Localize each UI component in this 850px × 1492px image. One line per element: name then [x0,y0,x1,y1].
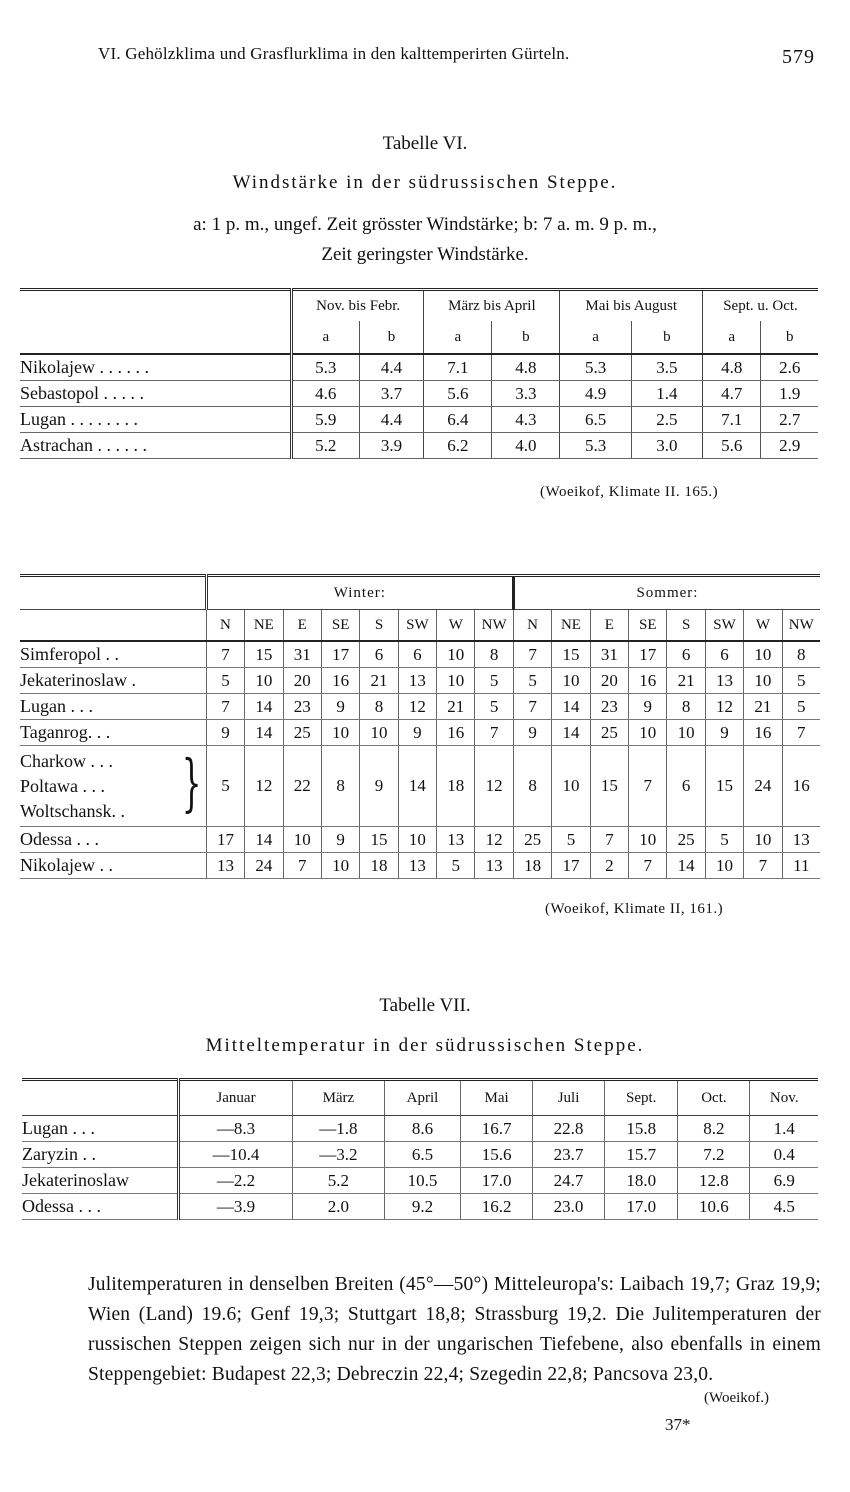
value-cell: 5.3 [292,354,360,381]
winter-value: 9 [206,720,244,746]
winter-value: 10 [360,720,398,746]
winter-value: 10 [245,668,283,694]
group-header: Mai bis August [560,290,703,322]
table-row [20,694,820,720]
direction-header: N [206,610,244,642]
winter-value: 13 [206,853,244,879]
winter-value: 14 [245,694,283,720]
winter-value: 8 [321,746,359,827]
summer-value: 16 [782,746,820,827]
winter-value: 15 [245,641,283,668]
winter-value: 14 [245,827,283,853]
winter-value: 6 [360,641,398,668]
winter-value: 21 [437,694,475,720]
summer-value: 31 [590,641,628,668]
winter-value: 5 [437,853,475,879]
direction-header: N [513,610,551,642]
group-header: Sept. u. Oct. [703,290,819,322]
grouped-station-names [20,746,206,827]
winter-value: 21 [360,668,398,694]
station-name: Odessa . . . [22,1194,179,1220]
winter-value: 14 [398,746,436,827]
value-cell: 6.2 [424,433,492,459]
summer-value: 6 [667,641,705,668]
value-cell: 7.1 [424,354,492,381]
month-header: März [293,1080,385,1116]
summer-value: 10 [744,668,782,694]
summer-value: 15 [705,746,743,827]
winter-value: 9 [321,694,359,720]
winter-value: 5 [206,746,244,827]
temperature-body [22,1116,818,1220]
winter-value: 20 [283,668,321,694]
temperature-value: 7.2 [678,1142,750,1168]
direction-header: S [667,610,705,642]
temperature-value: 12.8 [678,1168,750,1194]
station-name: Sebastopol . . . . . [20,381,292,407]
summer-value: 18 [513,853,551,879]
winter-value: 8 [475,641,513,668]
temperature-value: 16.7 [461,1116,533,1142]
summer-value: 10 [744,641,782,668]
summer-value: 16 [744,720,782,746]
temperature-value: 8.2 [678,1116,750,1142]
summer-value: 25 [667,827,705,853]
month-header: Mai [461,1080,533,1116]
summer-value: 12 [705,694,743,720]
temperature-value: —3.9 [179,1194,293,1220]
winter-value: 5 [475,668,513,694]
brace-mark: } [182,746,202,819]
table-row [22,1194,818,1220]
winter-value: 7 [206,694,244,720]
direction-header: W [744,610,782,642]
value-cell: 6.4 [424,407,492,433]
winter-value: 12 [398,694,436,720]
station-name: Astrachan . . . . . . [20,433,292,459]
table6-source: (Woeikof, Klimate II. 165.) [540,484,719,500]
station-name: Nikolajew . . [20,853,206,879]
summer-value: 5 [552,827,590,853]
value-cell: 3.9 [359,433,424,459]
value-cell: 4.4 [359,354,424,381]
table-row [20,407,818,433]
summer-value: 10 [744,827,782,853]
summer-value: 17 [552,853,590,879]
summer-value: 7 [744,853,782,879]
direction-header-row [20,610,820,642]
table-row [22,1168,818,1194]
winter-value: 13 [398,853,436,879]
mean-temperature-table [22,1078,818,1220]
winter-value: 9 [398,720,436,746]
value-cell: 4.0 [492,433,560,459]
sub-header: b [631,321,702,354]
summer-value: 13 [705,668,743,694]
wind-strength-table [20,288,818,459]
summer-value: 5 [782,668,820,694]
temperature-value: 0.4 [750,1142,818,1168]
station-name: Poltawa . . . [20,775,105,796]
table6-description-line2: Zeit geringster Windstärke. [321,244,529,265]
summer-value: 8 [782,641,820,668]
winter-value: 7 [283,853,321,879]
temperature-value: 8.6 [384,1116,460,1142]
summer-value: 21 [744,694,782,720]
table-row [20,433,818,459]
temperature-value: 23.0 [533,1194,605,1220]
temperature-value: 5.2 [293,1168,385,1194]
summer-value: 7 [590,827,628,853]
winter-value: 31 [283,641,321,668]
direction-header: W [437,610,475,642]
winter-value: 10 [321,853,359,879]
paragraph-source: (Woeikof.) [704,1390,770,1406]
table-row [20,641,820,668]
group-header: März bis April [424,290,560,322]
month-header-row [22,1080,818,1116]
direction-header: SE [321,610,359,642]
grouped-row [20,746,820,827]
direction-header: NW [782,610,820,642]
winter-value: 10 [437,641,475,668]
winter-value: 18 [360,853,398,879]
winter-value: 24 [245,853,283,879]
winter-value: 17 [321,641,359,668]
wind-direction-body [20,641,820,879]
direction-header: NE [245,610,283,642]
value-cell: 4.9 [560,381,631,407]
running-title: VI. Gehölzklima und Grasflurklima in den kalttemperirten Gürteln. [98,44,570,63]
winter-value: 18 [437,746,475,827]
summer-value: 21 [667,668,705,694]
wind-direction-table [20,574,820,879]
summer-value: 10 [629,720,667,746]
table-row [20,668,820,694]
winter-value: 16 [321,668,359,694]
station-name: Nikolajew . . . . . . [20,354,292,381]
winter-value: 10 [437,668,475,694]
winter-value: 22 [283,746,321,827]
sub-header: b [492,321,560,354]
summer-value: 7 [513,694,551,720]
table7-title: Tabelle VII. [379,995,471,1016]
value-cell: 5.2 [292,433,360,459]
winter-value: 10 [398,827,436,853]
direction-header: SW [705,610,743,642]
summer-value: 14 [552,720,590,746]
summer-value: 24 [744,746,782,827]
temperature-value: 10.6 [678,1194,750,1220]
summer-value: 8 [513,746,551,827]
temperature-value: 15.8 [605,1116,678,1142]
corner-cell [20,610,206,642]
winter-value: 15 [360,827,398,853]
winter-value: 13 [398,668,436,694]
table-row [20,827,820,853]
direction-header: SW [398,610,436,642]
winter-value: 9 [321,827,359,853]
station-name: Woltschansk. . [20,800,126,821]
winter-value: 25 [283,720,321,746]
winter-value: 13 [437,827,475,853]
station-name: Lugan . . . [20,694,206,720]
winter-value: 7 [206,641,244,668]
temperature-value: 24.7 [533,1168,605,1194]
table6-description-line1: a: 1 p. m., ungef. Zeit grösster Windstärke; b: 7 a. m. 9 p. m., [193,214,657,235]
temperature-value: —3.2 [293,1142,385,1168]
station-name: Odessa . . . [20,827,206,853]
temperature-value: 9.2 [384,1194,460,1220]
value-cell: 2.5 [631,407,702,433]
temperature-value: 6.9 [750,1168,818,1194]
wind-direction-source: (Woeikof, Klimate II, 161.) [545,901,724,917]
summer-value: 23 [590,694,628,720]
temperature-value: 17.0 [605,1194,678,1220]
summer-value: 6 [667,746,705,827]
value-cell: 4.3 [492,407,560,433]
direction-header: E [283,610,321,642]
winter-value: 23 [283,694,321,720]
summer-value: 9 [513,720,551,746]
corner-cell [22,1080,179,1116]
summer-value: 10 [667,720,705,746]
signature-mark: 37* [665,1415,691,1434]
value-cell: 5.3 [560,433,631,459]
direction-header: E [590,610,628,642]
value-cell: 4.8 [703,354,761,381]
sub-header: a [560,321,631,354]
winter-value: 5 [475,694,513,720]
direction-header: NE [552,610,590,642]
station-name: Taganrog. . . [20,720,206,746]
value-cell: 4.6 [292,381,360,407]
table6-subtitle: Windstärke in der südrussischen Steppe. [232,172,618,193]
temperature-value: —10.4 [179,1142,293,1168]
winter-value: 7 [475,720,513,746]
station-name: Simferopol . . [20,641,206,668]
summer-value: 16 [629,668,667,694]
summer-value: 8 [667,694,705,720]
station-name: Lugan . . . [22,1116,179,1142]
winter-value: 17 [206,827,244,853]
value-cell: 3.0 [631,433,702,459]
direction-header: NW [475,610,513,642]
value-cell: 4.4 [359,407,424,433]
sub-header: a [703,321,761,354]
month-header: Nov. [750,1080,818,1116]
corner-cell [20,290,292,322]
winter-value: 8 [360,694,398,720]
winter-value: 5 [206,668,244,694]
temperature-value: —8.3 [179,1116,293,1142]
summer-value: 5 [513,668,551,694]
summer-value: 15 [590,746,628,827]
winter-value: 12 [475,746,513,827]
temperature-value: 2.0 [293,1194,385,1220]
value-cell: 2.6 [761,354,818,381]
summer-value: 7 [782,720,820,746]
winter-value: 12 [245,746,283,827]
summer-value: 15 [552,641,590,668]
winter-value: 10 [321,720,359,746]
value-cell: 3.5 [631,354,702,381]
direction-header: SE [629,610,667,642]
summer-value: 7 [629,746,667,827]
winter-value: 6 [398,641,436,668]
winter-value: 14 [245,720,283,746]
table-row [20,354,818,381]
table-row [22,1142,818,1168]
sub-header: b [359,321,424,354]
temperature-value: 4.5 [750,1194,818,1220]
temperature-value: 22.8 [533,1116,605,1142]
month-header: Juli [533,1080,605,1116]
summer-value: 20 [590,668,628,694]
winter-value: 16 [437,720,475,746]
temperature-value: —2.2 [179,1168,293,1194]
summer-value: 5 [705,827,743,853]
summer-value: 25 [513,827,551,853]
summer-value: 10 [629,827,667,853]
summer-value: 9 [705,720,743,746]
summer-value: 25 [590,720,628,746]
temperature-value: 10.5 [384,1168,460,1194]
temperature-value: 15.7 [605,1142,678,1168]
temperature-value: 1.4 [750,1116,818,1142]
summer-value: 5 [782,694,820,720]
summer-value: 7 [513,641,551,668]
table-row [20,853,820,879]
value-cell: 3.3 [492,381,560,407]
station-name: Lugan . . . . . . . . [20,407,292,433]
value-cell: 1.4 [631,381,702,407]
value-cell: 6.5 [560,407,631,433]
value-cell: 2.7 [761,407,818,433]
direction-header: S [360,610,398,642]
value-cell: 5.9 [292,407,360,433]
table7-subtitle: Mitteltemperatur in der südrussischen Steppe. [205,1035,645,1056]
month-header: Januar [179,1080,293,1116]
table6-body [20,354,818,459]
month-header: Sept. [605,1080,678,1116]
table-row [20,720,820,746]
station-name: Jekaterinoslaw [22,1168,179,1194]
summer-value: 14 [667,853,705,879]
value-cell: 4.8 [492,354,560,381]
page-number: 579 [782,46,815,68]
value-cell: 7.1 [703,407,761,433]
station-name: Zaryzin . . [22,1142,179,1168]
summer-value: 10 [552,746,590,827]
summer-value: 7 [629,853,667,879]
table-row [22,1116,818,1142]
station-name: Charkow . . . [20,750,113,771]
value-cell: 5.3 [560,354,631,381]
value-cell: 2.9 [761,433,818,459]
sub-header: b [761,321,818,354]
winter-value: 13 [475,853,513,879]
value-cell: 3.7 [359,381,424,407]
summer-value: 6 [705,641,743,668]
summer-value: 2 [590,853,628,879]
winter-value: 9 [360,746,398,827]
winter-header: Winter: [206,576,513,610]
temperature-value: 23.7 [533,1142,605,1168]
summer-value: 10 [705,853,743,879]
corner-cell [20,576,206,610]
corner-cell [20,321,292,354]
body-paragraph: Julitemperaturen in denselben Breiten (45°—50°) Mitteleuropa's: Laibach 19,7; Graz 19,9; Wien (Land) 19.6; Genf 19,3; Stuttgart 18,8; Strassburg 19,2. Die Julitemperaturen der russischen Steppen zeigen sich nur in der ungarischen Tiefebene, also ebenfalls in einem Steppengebiet: Budapest 22,3; Debreczin 22,4; Szegedin 22,8; Pancsova 23,0. [88,1274,821,1385]
temperature-value: 18.0 [605,1168,678,1194]
table-row [20,381,818,407]
month-header: Oct. [678,1080,750,1116]
table6-title: Tabelle VI. [382,133,468,154]
summer-value: 14 [552,694,590,720]
temperature-value: 15.6 [461,1142,533,1168]
value-cell: 5.6 [424,381,492,407]
summer-value: 13 [782,827,820,853]
temperature-value: 17.0 [461,1168,533,1194]
value-cell: 1.9 [761,381,818,407]
group-header: Nov. bis Febr. [292,290,424,322]
temperature-value: —1.8 [293,1116,385,1142]
month-header: April [384,1080,460,1116]
summer-header: Sommer: [513,576,820,610]
winter-value: 12 [475,827,513,853]
temperature-value: 6.5 [384,1142,460,1168]
value-cell: 5.6 [703,433,761,459]
summer-value: 10 [552,668,590,694]
station-name: Jekaterinoslaw . [20,668,206,694]
summer-value: 9 [629,694,667,720]
summer-value: 17 [629,641,667,668]
temperature-value: 16.2 [461,1194,533,1220]
winter-value: 10 [283,827,321,853]
summer-value: 11 [782,853,820,879]
value-cell: 4.7 [703,381,761,407]
sub-header: a [424,321,492,354]
sub-header: a [292,321,360,354]
